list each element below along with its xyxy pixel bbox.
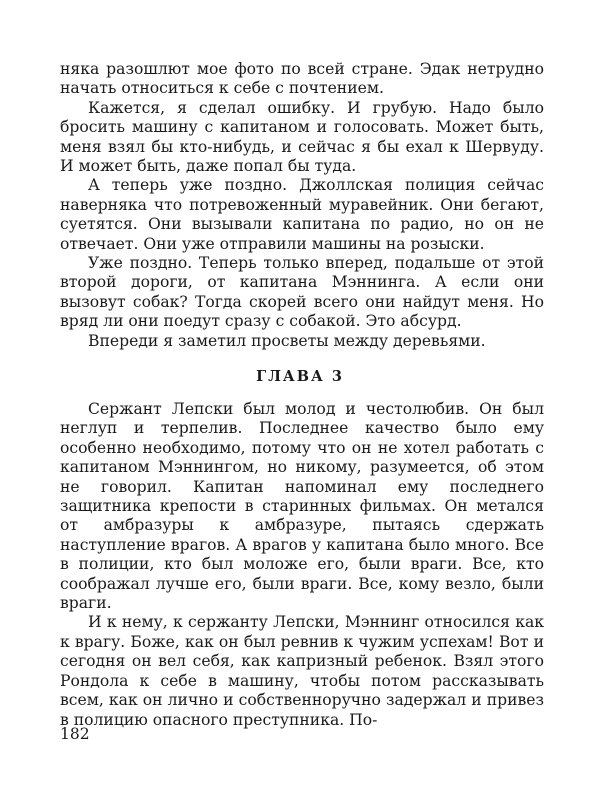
text-block-top [60,60,544,351]
paragraph: Уже поздно. Теперь только вперед, подальше от этой второй дороги, от капитана Мэннинга. А если они вызовут собак? Тогда скорей всего они найдут меня. Но вряд ли они поедут сразу с собакой. Это абсурд. [60,254,544,331]
paragraph: И к нему, к сержанту Лепски, Мэннинг относился как к врагу. Боже, как он был ревнив к чужим успехам! Вот и сегодня он вел себя, как капризный ребенок. Взял этого Рондола к себе в машину, чтобы потом рассказывать всем, как он лично и собственноручно задержал и привез в полицию опасного преступника. По- [60,613,544,729]
chapter-heading: ГЛАВА 3 [256,368,344,385]
page-number: 182 [60,725,90,743]
paragraph: Кажется, я сделал ошибку. И грубую. Надо было бросить машину с капитаном и голосовать. Может быть, меня взял бы кто-нибудь, и сейчас я бы ехал к Шервуду. И может быть, даже попал бы туда. [60,98,544,176]
paragraph-continued: няка разошлют мое фото по всей стране. Эдак нетрудно начать относиться к себе с почтением. [60,60,544,98]
paragraph: Сержант Лепски был молод и честолюбив. Он был неглуп и терпелив. Последнее качество было ему особенно необходимо, потому что он не хотел работать с капитаном Мэннингом, но никому, разумеется, об этом не говорил. Капитан напоминал ему последнего защитника крепости в старинных фильмах. Он метался от амбразуры к амбразуре, пытаясь сдержать наступление врагов. А врагов у капитана было много. Все в полиции, кто был моложе его, были враги. Все, кто соображал лучше его, были враги. Все, кому везло, были враги. [60,400,544,613]
text-block-bottom [60,400,544,730]
paragraph: Впереди я заметил просветы между деревьями. [88,331,486,350]
paragraph: А теперь уже поздно. Джоллская полиция сейчас наверняка что потревоженный муравейник. Они бегают, суетятся. Они вызывали капитана по радио, но он не отвечает. Они уже отправили машины на розыски. [60,176,544,253]
